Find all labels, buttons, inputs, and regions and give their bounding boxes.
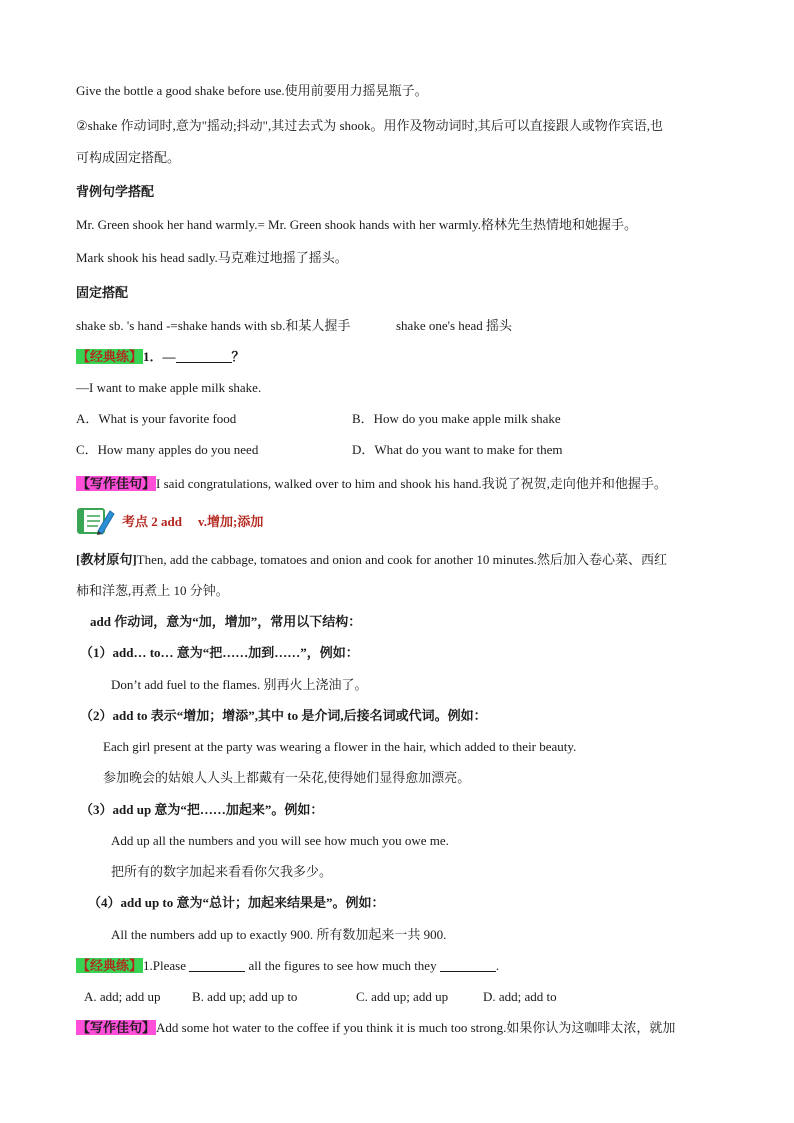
exercise1-option-c[interactable]: C．How many apples do you need — [76, 442, 259, 457]
usage-3-heading: （3）add up 意为“把……加起来”。例如： — [80, 802, 324, 817]
usage-4-heading: （4）add up to 意为“总计；加起来结果是”。例如： — [88, 895, 385, 910]
exercise2-q-part3: . — [495, 958, 500, 973]
exercise1-number: 1．— — [143, 349, 176, 364]
textbook-sentence-cont: 柿和洋葱,再煮上 10 分钟。 — [76, 583, 229, 598]
classic-practice-tag: 【经典练】 — [77, 349, 143, 364]
exercise1-option-a[interactable]: A．What is your favorite food — [76, 411, 237, 426]
notebook-pencil-icon — [76, 505, 116, 537]
writing-sentence-2-text: Add some hot water to the coffee if you think it is much too strong.如果你认为这咖啡太浓，就加 — [156, 1020, 676, 1035]
shake-verb-explanation: ②shake 作动词时,意为"摇动;抖动",其过去式为 shook。用作及物动词时,其后可以直接跟人或物作宾语,也 — [76, 118, 664, 133]
example-shook-hand: Mr. Green shook her hand warmly.= Mr. Green shook hands with her warmly.格林先生热情地和她握手。 — [76, 217, 637, 232]
usage-4-example: All the numbers add up to exactly 900. 所有数加起来一共 900. — [111, 927, 447, 942]
usage-1-example: Don’t add fuel to the flames. 别再火上浇油了。 — [111, 677, 368, 692]
example-shook-head: Mark shook his head sadly.马克难过地摇了摇头。 — [76, 250, 348, 265]
exercise2-option-c[interactable]: C. add up; add up — [356, 989, 449, 1004]
writing-sentence-2 — [76, 1019, 675, 1037]
heading-fixed-collocation: 固定搭配 — [76, 285, 129, 300]
collocation-shake-hands: shake sb. 's hand -=shake hands with sb.和某人握手 — [76, 318, 351, 333]
exercise2-option-a[interactable]: A. add; add up — [84, 989, 161, 1004]
exercise1-question — [76, 348, 245, 366]
key-point-2-heading — [122, 513, 263, 531]
heading-example-collocation: 背例句学搭配 — [76, 184, 155, 199]
exercise2-q-part1: 1.Please — [143, 958, 186, 973]
writing-tag: 【写作佳句】 — [77, 476, 156, 491]
collocation-shake-head: shake one's head 摇头 — [396, 318, 513, 333]
answer-blank[interactable] — [176, 349, 232, 363]
textbook-sentence-text: Then, add the cabbage, tomatoes and onion and cook for another 10 minutes.然后加入卷心菜、西红 — [136, 552, 668, 567]
textbook-sentence — [76, 551, 667, 569]
usage-1-heading: （1）add… to… 意为“把……加到……”，例如： — [80, 645, 359, 660]
usage-2-translation: 参加晚会的姑娘人人头上都戴有一朵花,使得她们显得愈加漂亮。 — [103, 770, 471, 785]
writing-tag-2: 【写作佳句】 — [77, 1020, 156, 1035]
usage-intro: add 作动词，意为“加，增加”，常用以下结构： — [90, 614, 362, 629]
answer-blank-1[interactable] — [189, 958, 245, 972]
classic-practice-tag-2: 【经典练】 — [77, 958, 143, 973]
example-shake-bottle: Give the bottle a good shake before use.使用前要用力摇晃瓶子。 — [76, 83, 428, 98]
exercise2-option-d[interactable]: D. add; add to — [483, 989, 557, 1004]
writing-sentence-1 — [76, 475, 667, 493]
usage-3-example: Add up all the numbers and you will see how much you owe me. — [111, 833, 449, 848]
exercise1-response: —I want to make apple milk shake. — [76, 380, 262, 395]
exercise2-question — [76, 957, 499, 975]
exercise1-option-b[interactable]: B．How do you make apple milk shake — [352, 411, 561, 426]
textbook-tag: [教材原句] — [76, 552, 137, 567]
usage-2-example: Each girl present at the party was wearing a flower in the hair, which added to their beauty. — [103, 739, 577, 754]
writing-sentence-1-text: I said congratulations, walked over to him and shook his hand.我说了祝贺,走向他并和他握手。 — [156, 476, 667, 491]
shake-verb-explanation-cont: 可构成固定搭配。 — [76, 150, 181, 165]
usage-2-heading: （2）add to 表示“增加；增添”,其中 to 是介词,后接名词或代词。例如： — [80, 708, 487, 723]
answer-blank-2[interactable] — [440, 958, 496, 972]
exercise2-option-b[interactable]: B. add up; add up to — [192, 989, 298, 1004]
exercise1-question-mark: ？ — [231, 349, 245, 364]
usage-3-translation: 把所有的数字加起来看看你欠我多少。 — [111, 864, 333, 879]
exercise2-q-part2: all the figures to see how much they — [248, 958, 437, 973]
key-point-2-title: 考点 2 add — [122, 514, 182, 529]
key-point-2-meaning: v.增加;添加 — [197, 514, 264, 529]
exercise1-option-d[interactable]: D．What do you want to make for them — [352, 442, 563, 457]
